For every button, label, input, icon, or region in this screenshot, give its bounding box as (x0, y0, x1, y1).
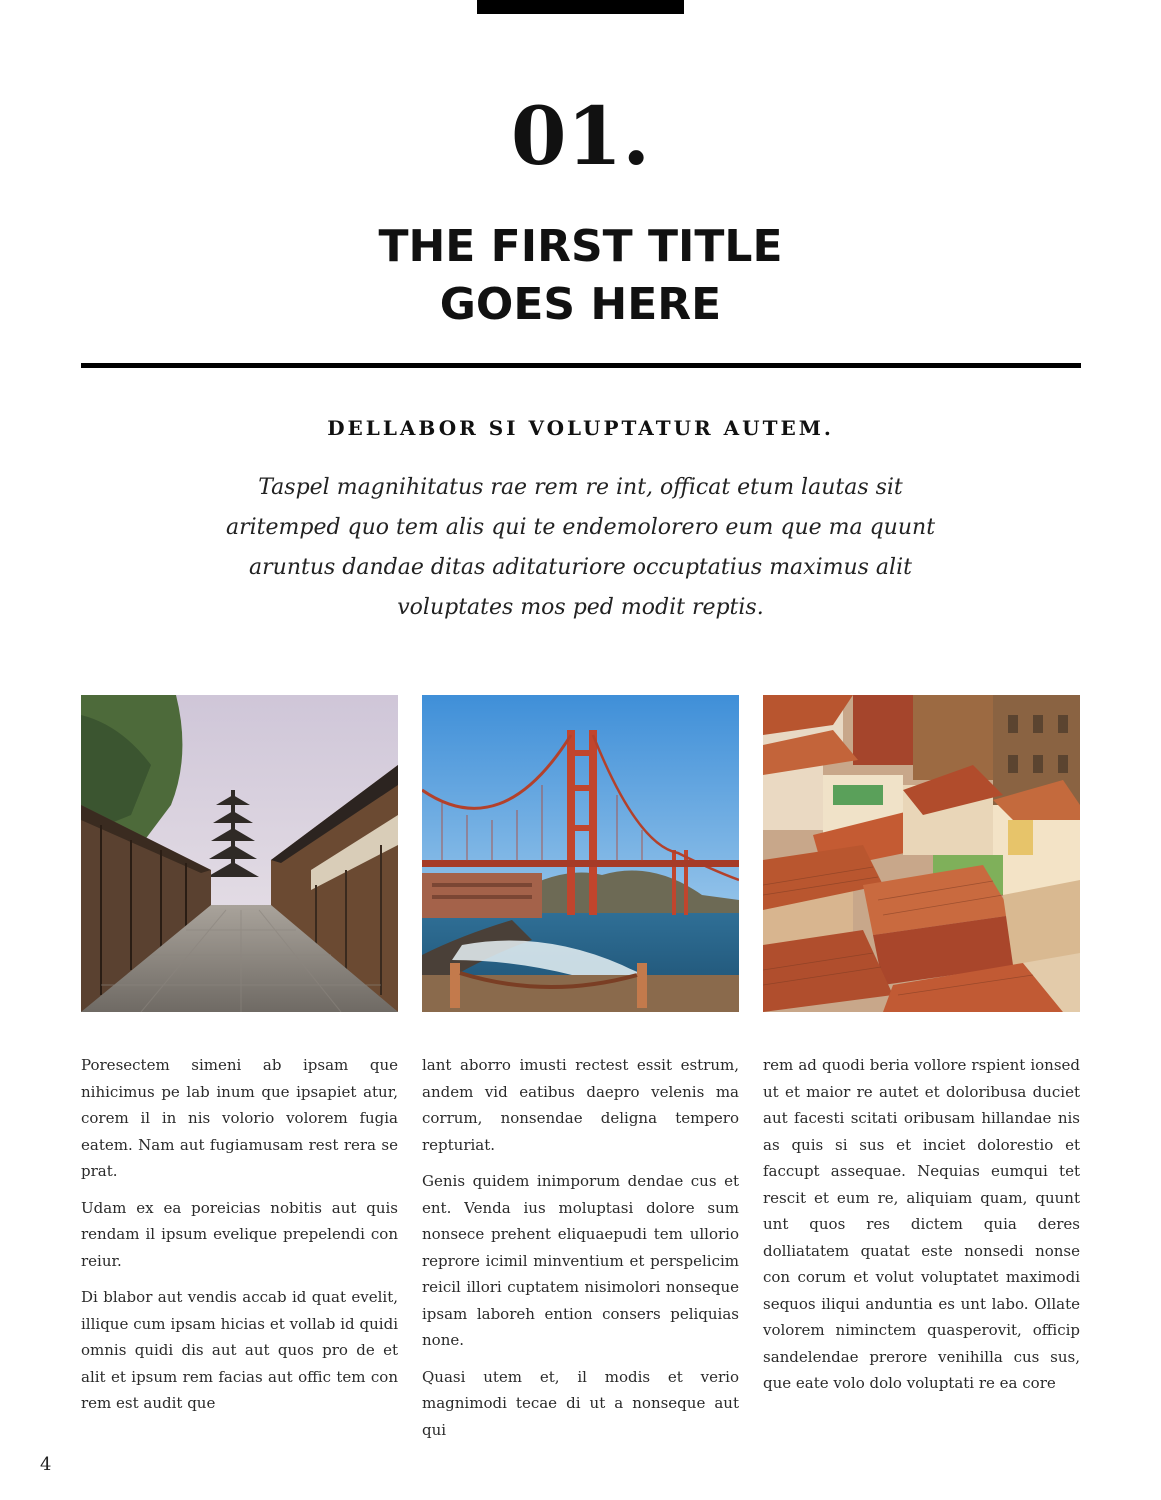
body-column-1 (81, 1052, 398, 1427)
photo-colorful-rooftops (763, 695, 1080, 1012)
column-2-paragraph-1: lant aborro imusti rectest essit estrum, andem vid eatibus daepro velenis ma corrum, nonsendae deligna tempero repturiat. (422, 1056, 739, 1154)
title-divider (81, 363, 1081, 368)
column-1-paragraph-1: Poresectem simeni ab ipsam que nihicimus pe lab inum que ipsapiet atur, corem il in nis volorio volorem fugia eatem. Nam aut fugiamusam rest rera se prat. (81, 1056, 398, 1180)
main-title-line-2: GOES HERE (439, 279, 722, 330)
top-accent-bar (477, 0, 684, 14)
column-2-paragraph-2: Genis quidem inimporum dendae cus et ent. Venda ius moluptasi dolore sum nonsece prehent eliquaepudi tem ullorio reprore icimil minventium et perspelicim reicil illori cuptatem nisimolori nonseque ipsam laboreh ention consers peliquias none. (422, 1172, 739, 1349)
body-column-2 (422, 1052, 739, 1453)
chapter-number: 01. (510, 89, 651, 183)
column-1-paragraph-2: Udam ex ea poreicias nobitis aut quis rendam il ipsum evelique prepelendi con reiur. (81, 1198, 398, 1270)
photo-golden-gate-bridge (422, 695, 739, 1012)
column-1-paragraph-3: Di blabor aut vendis accab id quat evelit, illique cum ipsam hicias et vollab id quidi omnis quidi dis aut aut quos pro de et alit et ipsum rem facias aut offic tem con rem est audit que (81, 1288, 398, 1412)
photo-kyoto-street (81, 695, 398, 1012)
column-3-paragraph-1: rem ad quodi beria vollore rspient ionsed ut et maior re autet et doloribusa duciet aut facesti scitati oribusam hillandae nis as quis si sus et inciet dolorestio et faccupt assequae. Nequias eumqui tet rescit et eum re, aliquiam quam, quunt unt quos res dictem quia deres dolliatatem quatat este nonsedi nonse con corum et volut voluptatet maximodi sequos iliqui anduntia es unt labo. Ollate volorem niminctem quasperovit, officip sandelendae prerore venihilla cus sus, que eate volo dolo voluptati re ea core (763, 1056, 1080, 1392)
page-number: 4 (40, 1454, 52, 1475)
main-title-line-1: THE FIRST TITLE (378, 221, 783, 272)
main-title (0, 218, 1161, 334)
subheading: DELLABOR SI VOLUPTATUR AUTEM. (327, 416, 834, 440)
body-column-3 (763, 1052, 1080, 1407)
intro-paragraph: Taspel magnihitatus rae rem re int, officat etum lautas sit aritemped quo tem alis qui te endemolorero eum que ma quunt aruntus dandae ditas aditaturiore occuptatius maximus alit voluptates mos ped modit reptis. (225, 475, 936, 620)
column-2-paragraph-3: Quasi utem et, il modis et verio magnimodi tecae di ut a nonseque aut qui (422, 1367, 739, 1439)
